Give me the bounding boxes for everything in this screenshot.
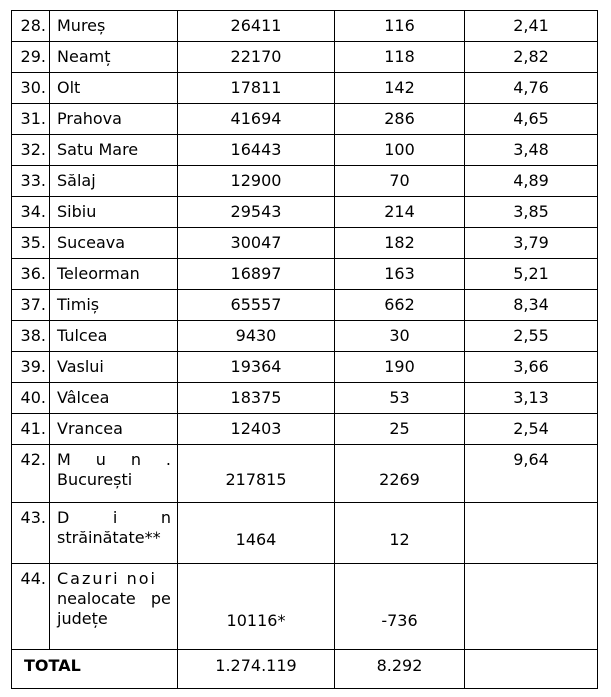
value-a: 16897 (178, 259, 335, 290)
name-letter: n (160, 508, 171, 527)
value-b-text: -736 (381, 611, 418, 630)
name-line-1 (57, 508, 177, 528)
value-b: 662 (335, 290, 465, 321)
value-a-text: 10116* (226, 611, 286, 630)
table-row (12, 321, 598, 352)
table-row (12, 42, 598, 73)
table-row (12, 135, 598, 166)
county-name: Satu Mare (50, 135, 178, 166)
row-number: 35. (12, 228, 50, 259)
data-table (11, 10, 598, 689)
county-name: Neamț (50, 42, 178, 73)
value-c: 8,34 (465, 290, 598, 321)
row-number: 29. (12, 42, 50, 73)
value-a: 65557 (178, 290, 335, 321)
value-a: 16443 (178, 135, 335, 166)
row-number: 33. (12, 166, 50, 197)
value-b (335, 445, 465, 503)
table-row (12, 228, 598, 259)
name-letter: i (112, 508, 118, 527)
value-c: 4,76 (465, 73, 598, 104)
value-c: 2,54 (465, 414, 598, 445)
value-c: 3,79 (465, 228, 598, 259)
row-number: 36. (12, 259, 50, 290)
value-b-text: 2269 (379, 470, 420, 489)
value-a (178, 445, 335, 503)
county-name: Suceava (50, 228, 178, 259)
name-line-1 (57, 450, 177, 470)
county-name (50, 503, 178, 564)
value-a: 19364 (178, 352, 335, 383)
value-c: 3,85 (465, 197, 598, 228)
table-row-bucuresti (12, 445, 598, 503)
value-c: 2,55 (465, 321, 598, 352)
value-b: 70 (335, 166, 465, 197)
table-row (12, 104, 598, 135)
name-line-1: Cazuri noi (57, 569, 157, 588)
value-c: 2,41 (465, 11, 598, 42)
value-b (335, 503, 465, 564)
value-a: 26411 (178, 11, 335, 42)
county-name: Tulcea (50, 321, 178, 352)
total-value-b: 8.292 (335, 650, 465, 689)
value-b: 142 (335, 73, 465, 104)
value-b: 214 (335, 197, 465, 228)
value-c (465, 503, 598, 564)
table-row-total (12, 650, 598, 689)
table-row-strainatate (12, 503, 598, 564)
value-a: 17811 (178, 73, 335, 104)
value-b: 30 (335, 321, 465, 352)
name-line-2: București (57, 470, 133, 489)
county-name: Olt (50, 73, 178, 104)
county-name: Vaslui (50, 352, 178, 383)
name-line-2: nealocate pe (57, 589, 171, 608)
table-body (12, 11, 598, 689)
county-name: Sălaj (50, 166, 178, 197)
row-number: 43. (12, 503, 50, 564)
table-row-nealocate (12, 564, 598, 650)
table-row (12, 414, 598, 445)
value-c (465, 564, 598, 650)
value-c: 9,64 (465, 445, 598, 503)
total-value-a: 1.274.119 (178, 650, 335, 689)
table-row (12, 73, 598, 104)
value-c: 5,21 (465, 259, 598, 290)
row-number: 38. (12, 321, 50, 352)
value-b: 190 (335, 352, 465, 383)
row-number: 31. (12, 104, 50, 135)
county-name: Sibiu (50, 197, 178, 228)
value-a: 18375 (178, 383, 335, 414)
value-a-text: 1464 (235, 530, 277, 549)
county-name: Mureș (50, 11, 178, 42)
value-c: 4,89 (465, 166, 598, 197)
table-row (12, 383, 598, 414)
county-name: Timiș (50, 290, 178, 321)
value-a: 12403 (178, 414, 335, 445)
name-letter: u (95, 450, 106, 469)
name-letter: . (165, 450, 171, 469)
value-a: 41694 (178, 104, 335, 135)
value-a (178, 503, 335, 564)
value-b: 53 (335, 383, 465, 414)
row-number: 42. (12, 445, 50, 503)
value-b: 116 (335, 11, 465, 42)
row-number: 40. (12, 383, 50, 414)
name-line-2: străinătate** (57, 528, 161, 547)
row-number: 34. (12, 197, 50, 228)
row-number: 37. (12, 290, 50, 321)
value-b: 163 (335, 259, 465, 290)
row-number: 30. (12, 73, 50, 104)
county-name: Teleorman (50, 259, 178, 290)
county-name: Prahova (50, 104, 178, 135)
table-row (12, 259, 598, 290)
table-row (12, 166, 598, 197)
name-letter: n (130, 450, 141, 469)
value-b: 182 (335, 228, 465, 259)
total-value-c (465, 650, 598, 689)
county-name (50, 564, 178, 650)
value-a: 12900 (178, 166, 335, 197)
value-b: 118 (335, 42, 465, 73)
table-row (12, 290, 598, 321)
row-number: 32. (12, 135, 50, 166)
value-a-text: 217815 (225, 470, 287, 489)
value-c: 3,13 (465, 383, 598, 414)
name-letter: M (57, 450, 71, 469)
row-number: 41. (12, 414, 50, 445)
value-b: 100 (335, 135, 465, 166)
value-a: 22170 (178, 42, 335, 73)
value-c: 3,66 (465, 352, 598, 383)
name-letter: D (57, 508, 70, 527)
value-b: 286 (335, 104, 465, 135)
county-name: Vrancea (50, 414, 178, 445)
table-row (12, 352, 598, 383)
value-b-text: 12 (389, 530, 410, 549)
value-c: 3,48 (465, 135, 598, 166)
value-c: 2,82 (465, 42, 598, 73)
county-name (50, 445, 178, 503)
value-c: 4,65 (465, 104, 598, 135)
value-a: 9430 (178, 321, 335, 352)
row-number: 44. (12, 564, 50, 650)
value-a (178, 564, 335, 650)
table-row (12, 197, 598, 228)
value-a: 30047 (178, 228, 335, 259)
row-number: 39. (12, 352, 50, 383)
county-name: Vâlcea (50, 383, 178, 414)
total-label: TOTAL (12, 650, 178, 689)
table-row (12, 11, 598, 42)
row-number: 28. (12, 11, 50, 42)
name-line-3: județe (57, 609, 108, 628)
value-b (335, 564, 465, 650)
value-b: 25 (335, 414, 465, 445)
value-a: 29543 (178, 197, 335, 228)
